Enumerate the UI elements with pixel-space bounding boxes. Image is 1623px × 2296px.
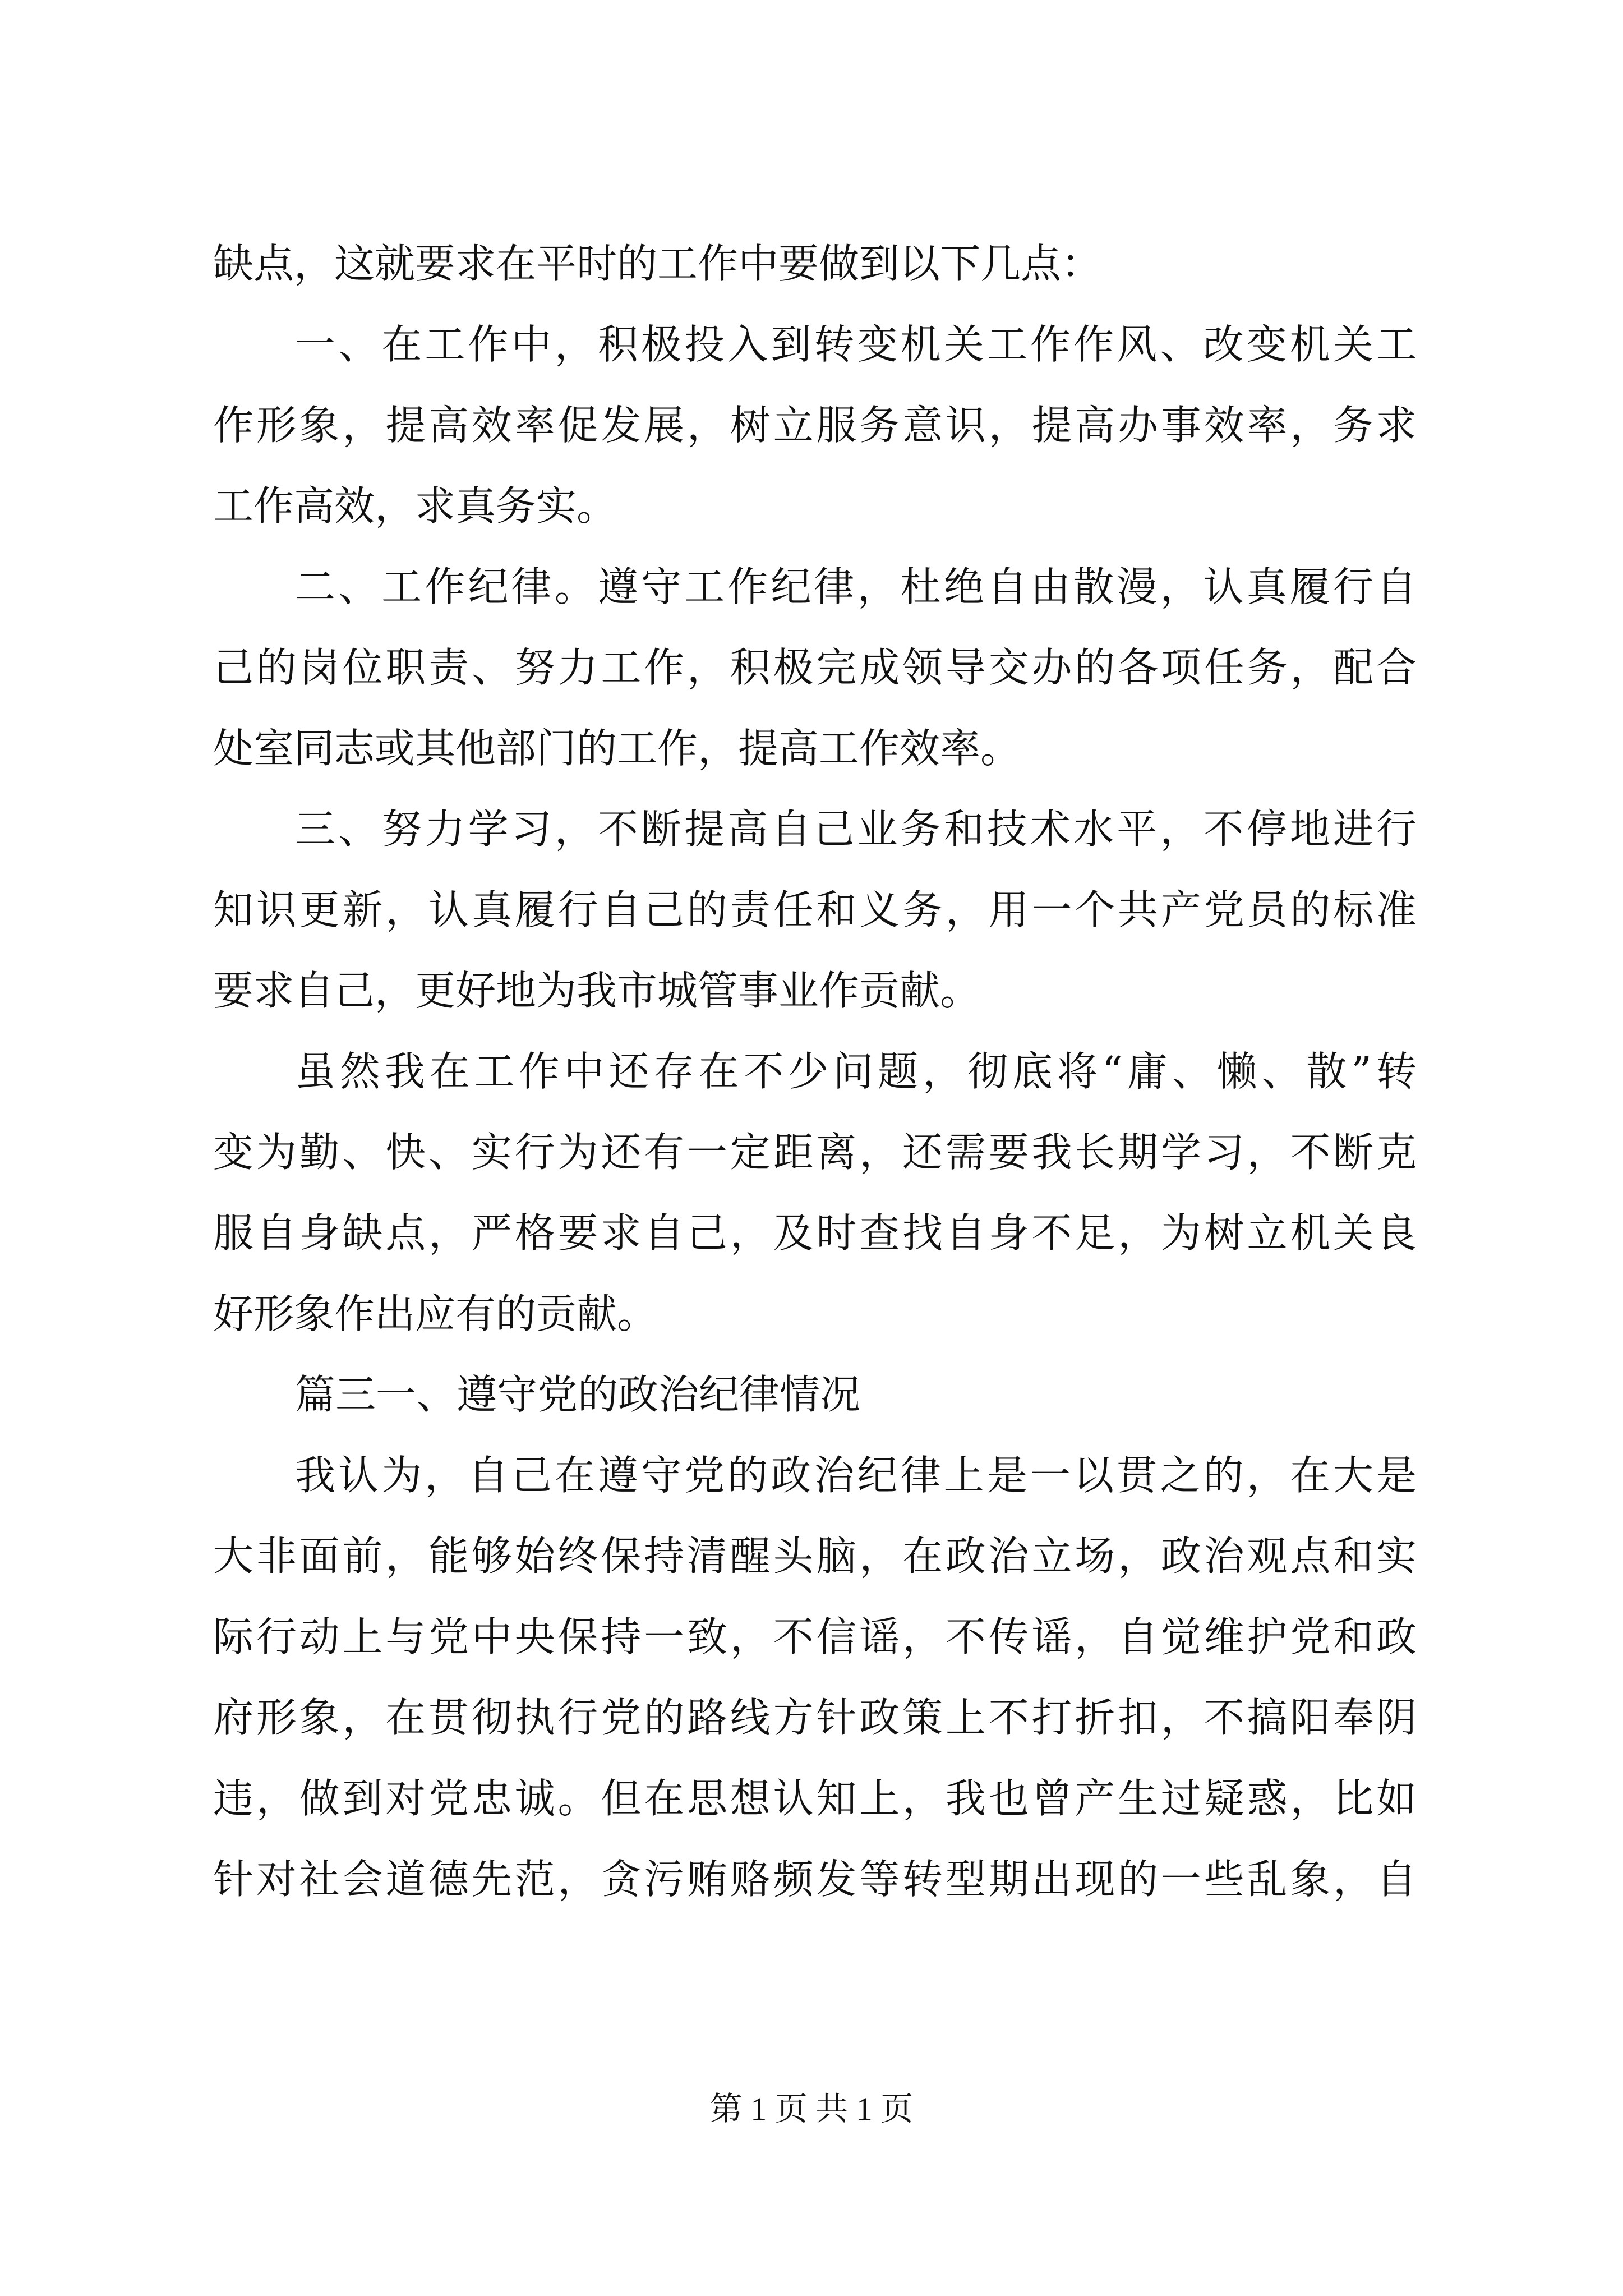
text-line: 工作高效，求真务实。	[213, 482, 617, 530]
text-line: 变为勤、快、实行为还有一定距离，还需要我长期学习，不断克	[213, 1129, 1417, 1176]
page-footer	[0, 2087, 1623, 2132]
text-line: 服自身缺点，严格要求自己，及时查找自身不足，为树立机关良	[213, 1209, 1417, 1257]
document-body	[213, 223, 1417, 1920]
text-line: 处室同志或其他部门的工作，提高工作效率。	[213, 725, 1021, 772]
text-line: 三、努力学习，不断提高自己业务和技术水平，不停地进行	[295, 806, 1417, 853]
text-line: 己的岗位职责、努力工作，积极完成领导交办的各项任务，配合	[213, 644, 1417, 691]
text-line: 违，做到对党忠诚。但在思想认知上，我也曾产生过疑惑，比如	[213, 1775, 1417, 1822]
page-number-label: 第 1 页 共 1 页	[709, 2091, 914, 2127]
text-line: 知识更新，认真履行自己的责任和义务，用一个共产党员的标准	[213, 886, 1417, 933]
text-line: 要求自己，更好地为我市城管事业作贡献。	[213, 967, 981, 1014]
text-line: 缺点，这就要求在平时的工作中要做到以下几点：	[213, 240, 1102, 287]
text-line: 我认为，自己在遵守党的政治纪律上是一以贯之的，在大是	[295, 1452, 1417, 1499]
text-line: 作形象，提高效率促发展，树立服务意识，提高办事效率，务求	[213, 402, 1417, 449]
text-line: 篇三一、遵守党的政治纪律情况	[295, 1371, 861, 1418]
text-line: 府形象，在贯彻执行党的路线方针政策上不打折扣，不搞阳奉阴	[213, 1694, 1417, 1741]
text-line: 针对社会道德先范，贪污贿赂频发等转型期出现的一些乱象，自	[213, 1856, 1417, 1903]
text-line: 虽然我在工作中还存在不少问题，彻底将“庸、懒、散”转	[295, 1048, 1417, 1095]
text-line: 二、工作纪律。遵守工作纪律，杜绝自由散漫，认真履行自	[295, 563, 1417, 610]
text-line: 际行动上与党中央保持一致，不信谣，不传谣，自觉维护党和政	[213, 1613, 1417, 1660]
text-line: 大非面前，能够始终保持清醒头脑，在政治立场，政治观点和实	[213, 1533, 1417, 1580]
text-line: 好形象作出应有的贡献。	[213, 1290, 658, 1337]
text-line: 一、在工作中，积极投入到转变机关工作作风、改变机关工	[295, 321, 1417, 368]
